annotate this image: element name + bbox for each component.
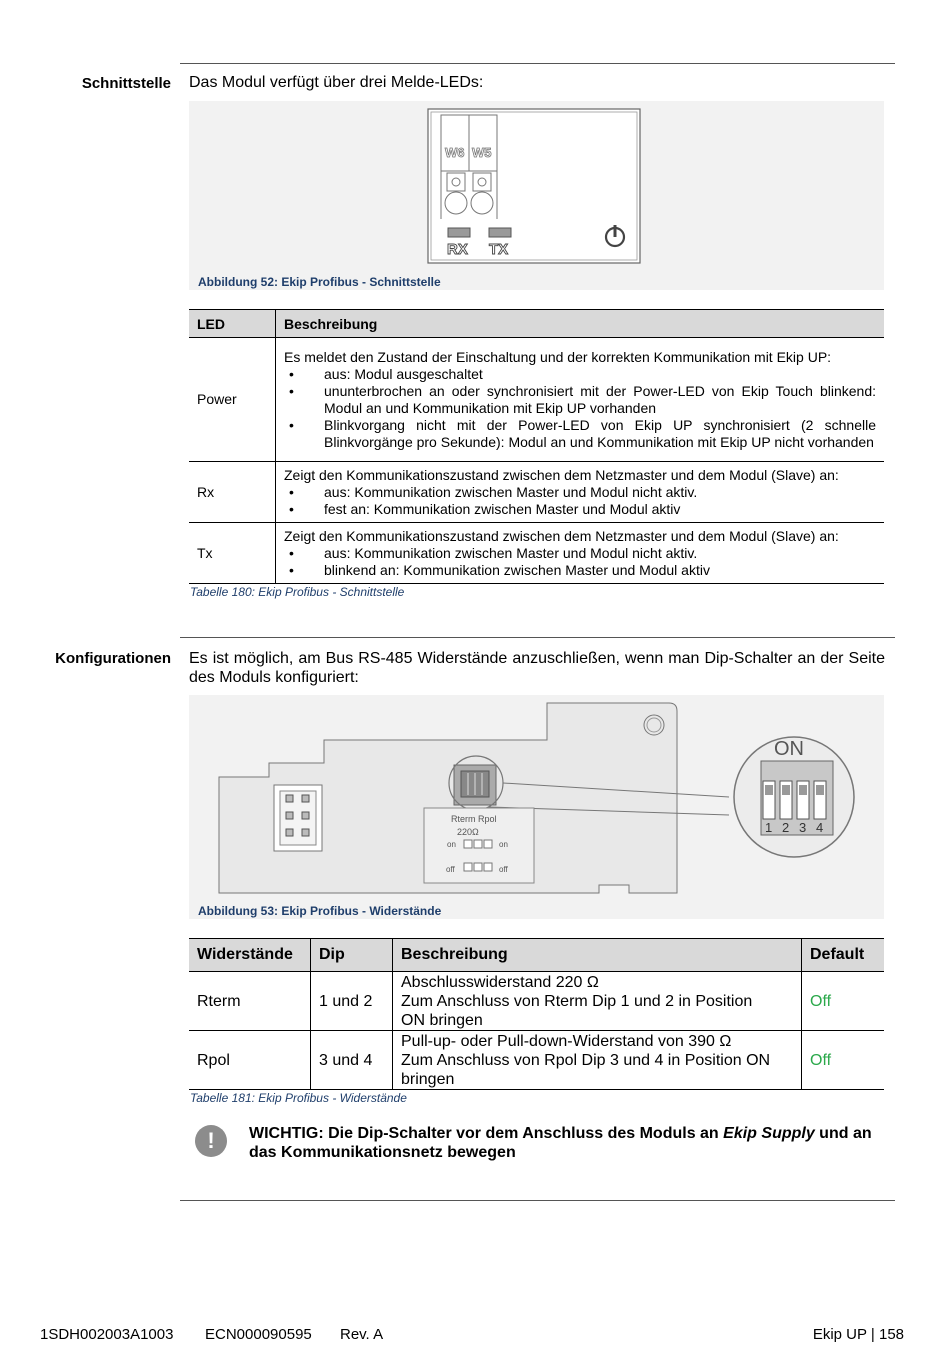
led-description <box>276 462 885 523</box>
bottom-rule <box>180 1200 895 1201</box>
svg-text:on: on <box>447 840 456 849</box>
default-value: Off <box>802 972 885 1031</box>
dip-value: 1 und 2 <box>311 972 393 1031</box>
note-emphasis: Ekip Supply <box>723 1125 815 1142</box>
top-rule <box>180 63 895 64</box>
section-intro: Das Modul verfügt über drei Melde-LEDs: <box>189 74 484 91</box>
table-row <box>189 338 884 462</box>
list-item: • blinkend an: Kommunikation zwischen Master und Modul aktiv <box>284 562 876 579</box>
figure-resistors <box>189 695 884 919</box>
description-line: Zum Anschluss von Rterm Dip 1 und 2 in Position <box>401 992 753 1010</box>
figure-caption: Abbildung 53: Ekip Profibus - Widerstände <box>198 904 442 918</box>
section-label-konfigurationen: Konfigurationen <box>55 650 171 667</box>
description-intro: Zeigt den Kommunikationszustand zwischen dem Netzmaster und dem Modul (Slave) an: <box>284 466 839 483</box>
svg-text:on: on <box>499 840 508 849</box>
label-tx: TX <box>489 241 509 258</box>
col-header-beschreibung: Beschreibung <box>393 939 802 972</box>
table-row <box>189 523 884 584</box>
led-name: Tx <box>189 523 276 584</box>
led-description <box>276 523 885 584</box>
important-note <box>249 1124 884 1162</box>
footer-page: Ekip UP | 158 <box>812 1326 904 1343</box>
table-caption: Tabelle 180: Ekip Profibus - Schnittstelle <box>190 585 405 599</box>
svg-text:1: 1 <box>765 820 773 835</box>
section-rule <box>180 637 895 638</box>
description-list <box>284 545 876 579</box>
description-line: ON bringen <box>401 1011 483 1029</box>
col-header-widerstaende: Widerstände <box>189 939 311 972</box>
table-caption: Tabelle 181: Ekip Profibus - Widerstände <box>190 1091 407 1105</box>
label-rx: RX <box>447 241 468 258</box>
table-row <box>189 1031 884 1090</box>
col-header-beschreibung: Beschreibung <box>276 310 885 338</box>
list-item: • ununterbrochen an oder synchronisiert mit der Power-LED von Ekip Touch blinkend: Modul an und Kommunikation mit Ekip UP vorhanden <box>284 383 876 417</box>
svg-text:Rterm Rpol: Rterm Rpol <box>451 814 497 824</box>
exclamation-icon: ! <box>195 1125 227 1157</box>
module-side-drawing <box>189 695 884 919</box>
label-w5: W5 <box>472 145 492 160</box>
table-row <box>189 972 884 1031</box>
zoom-on-label: ON <box>774 738 804 760</box>
note-text: und an das Kommunikationsnetz bewegen <box>249 1125 872 1161</box>
description-list <box>284 484 876 518</box>
list-item: • aus: Kommunikation zwischen Master und Modul nicht aktiv. <box>284 484 876 501</box>
led-name: Rx <box>189 462 276 523</box>
led-name: Power <box>189 338 276 462</box>
svg-text:4: 4 <box>816 820 824 835</box>
svg-text:off: off <box>446 865 455 874</box>
description-line: Abschlusswiderstand 220 Ω <box>401 973 599 991</box>
figure-interface <box>189 101 884 290</box>
section-intro: Es ist möglich, am Bus RS-485 Widerstände anzuschließen, wenn man Dip-Schalter an der Seite des Moduls konfiguriert: <box>189 650 885 686</box>
module-interface-drawing <box>189 101 884 290</box>
svg-text:220Ω: 220Ω <box>457 827 479 837</box>
default-value: Off <box>802 1031 885 1090</box>
resistor-name: Rpol <box>189 1031 311 1090</box>
footer-rev: Rev. A <box>340 1326 384 1343</box>
list-item: • Blinkvorgang nicht mit der Power-LED von Ekip UP synchronisiert (2 schnelle Blinkvorgänge pro Sekunde): Modul an und Kommunikation mit Ekip UP nicht vorhanden <box>284 417 876 451</box>
list-item: • fest an: Kommunikation zwischen Master und Modul aktiv <box>284 501 876 518</box>
led-table <box>189 309 884 584</box>
section-label-schnittstelle: Schnittstelle <box>81 75 171 92</box>
dip-value: 3 und 4 <box>311 1031 393 1090</box>
resistor-description <box>393 972 802 1031</box>
col-header-dip: Dip <box>311 939 393 972</box>
col-header-led: LED <box>189 310 276 338</box>
table-row <box>189 462 884 523</box>
svg-text:off: off <box>499 865 508 874</box>
footer-doc-id: 1SDH002003A1003 <box>40 1326 174 1343</box>
resistor-name: Rterm <box>189 972 311 1031</box>
description-list <box>284 366 876 451</box>
col-header-default: Default <box>802 939 885 972</box>
resistor-description <box>393 1031 802 1090</box>
list-item: • aus: Kommunikation zwischen Master und Modul nicht aktiv. <box>284 545 876 562</box>
description-intro: Es meldet den Zustand der Einschaltung und der korrekten Kommunikation mit Ekip UP: <box>284 348 832 365</box>
svg-text:3: 3 <box>799 820 807 835</box>
footer-ecn: ECN000090595 <box>205 1326 312 1343</box>
led-description <box>276 338 885 462</box>
note-text: WICHTIG: Die Dip-Schalter vor dem Anschluss des Moduls an <box>249 1125 724 1142</box>
list-item: • aus: Modul ausgeschaltet <box>284 366 876 383</box>
resistor-table <box>189 938 884 1090</box>
description-intro: Zeigt den Kommunikationszustand zwischen dem Netzmaster und dem Modul (Slave) an: <box>284 527 839 544</box>
figure-caption: Abbildung 52: Ekip Profibus - Schnittstelle <box>198 275 441 289</box>
description-line: Pull-up- oder Pull-down-Widerstand von 390 Ω <box>401 1032 732 1050</box>
description-line: bringen <box>401 1070 455 1088</box>
label-w6: W6 <box>445 145 465 160</box>
description-line: Zum Anschluss von Rpol Dip 3 und 4 in Position ON <box>401 1051 771 1069</box>
svg-text:2: 2 <box>782 820 790 835</box>
